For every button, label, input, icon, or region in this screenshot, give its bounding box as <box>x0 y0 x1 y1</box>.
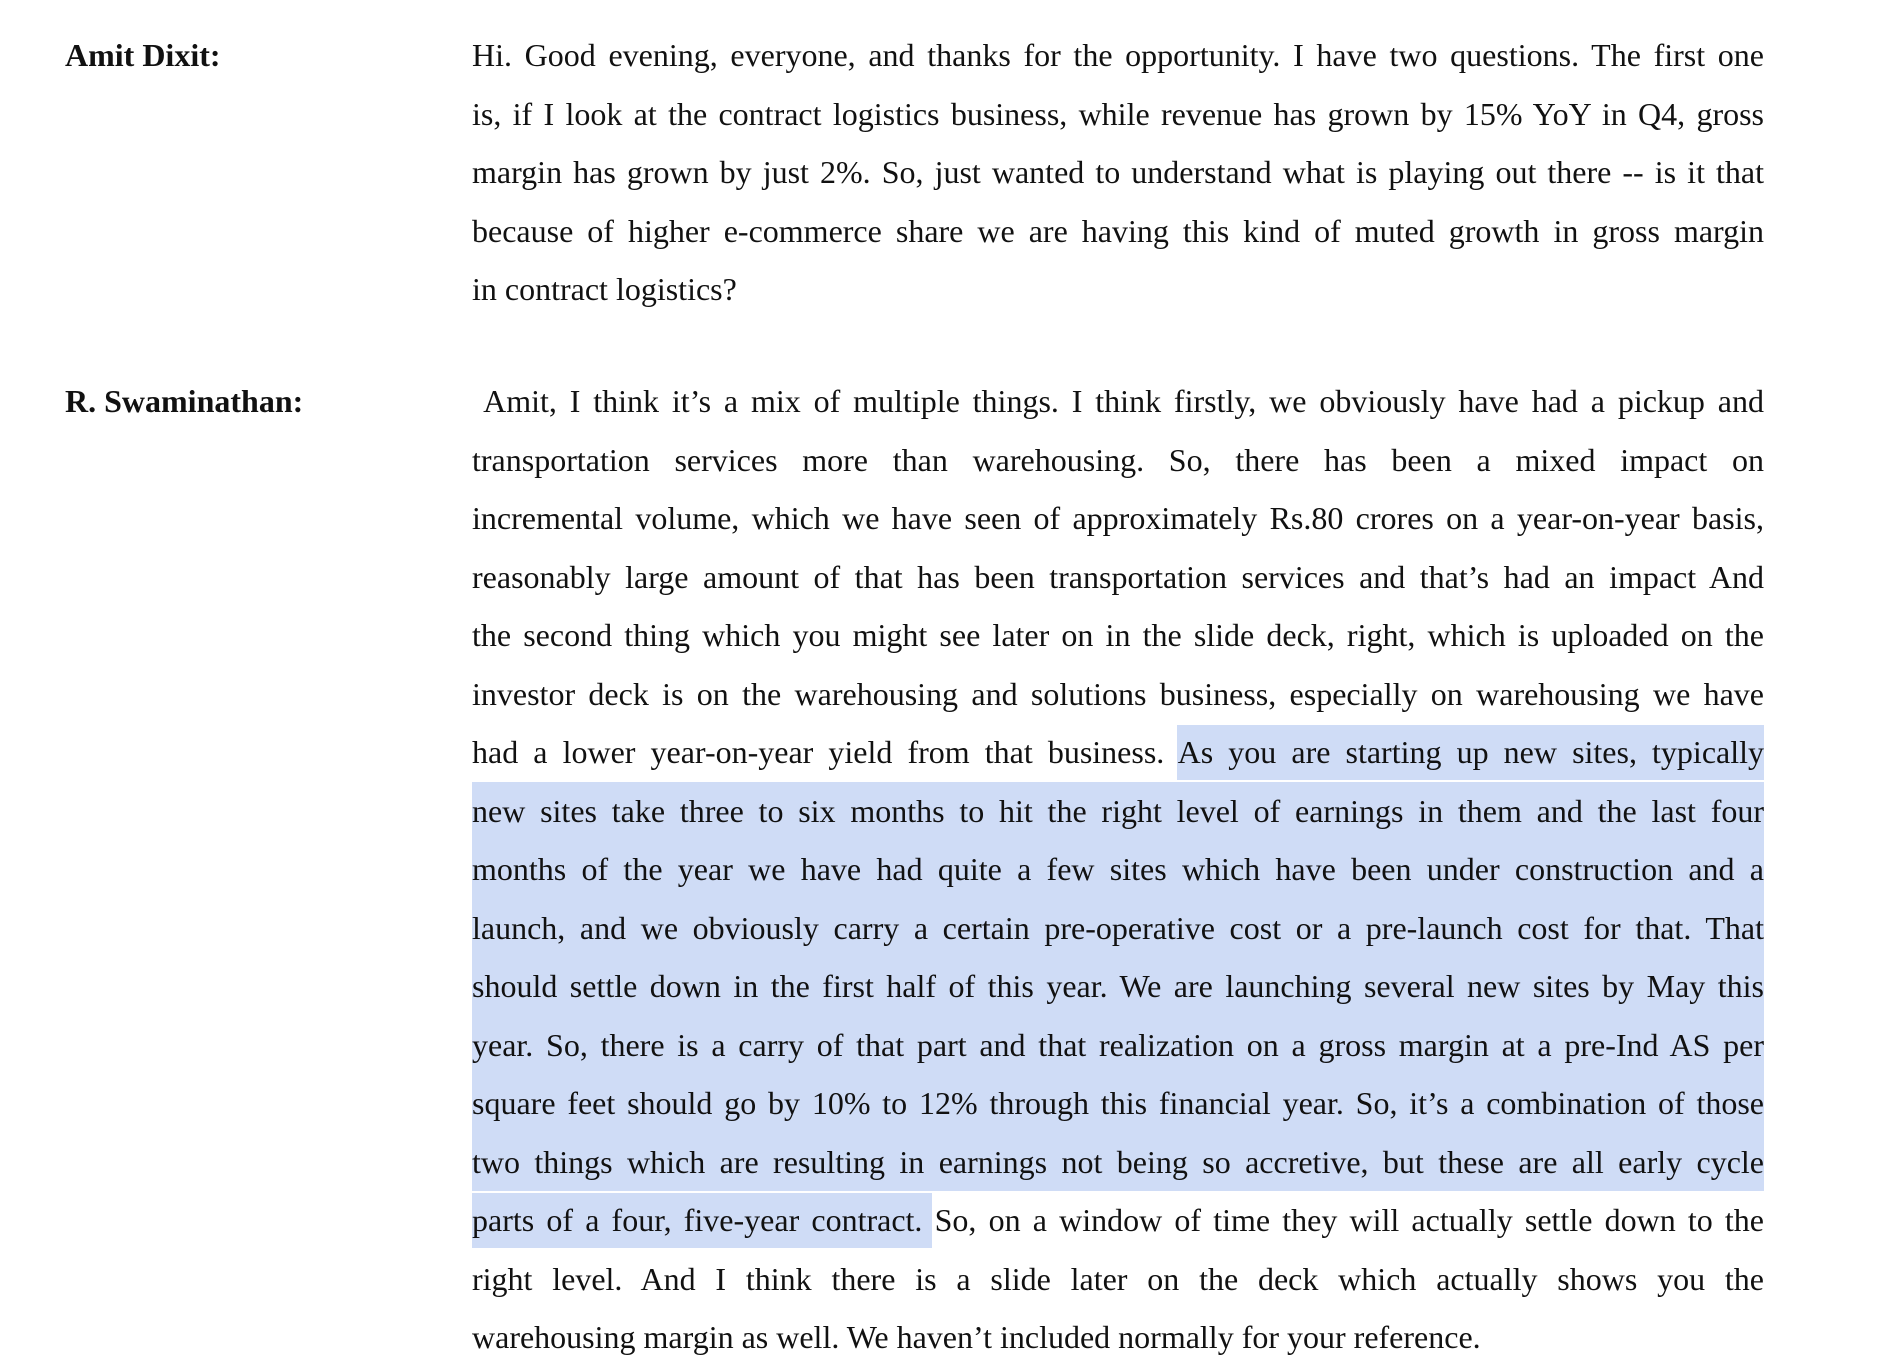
highlighted-text-line[interactable]: months of the year we have had quite a few sites which have been under construction and a <box>472 840 1764 899</box>
text-line: the second thing which you might see later on in the slide deck, right, which is uploaded on the <box>472 617 1764 653</box>
text-line: in contract logistics? <box>472 271 737 307</box>
text-line: Hi. Good evening, everyone, and thanks for the opportunity. I have two questions. The first one <box>472 37 1764 73</box>
text-line: right level. And I think there is a slide later on the deck which actually shows you the <box>472 1260 1764 1297</box>
text-line: reasonably large amount of that has been transportation services and that’s had an impact And <box>472 558 1764 595</box>
text-line: investor deck is on the warehousing and solutions business, especially on warehousing we have <box>472 675 1764 712</box>
text-line: margin has grown by just 2%. So, just wanted to understand what is playing out there -- is it that <box>472 154 1764 190</box>
speaker-name: R. Swaminathan: <box>65 383 304 419</box>
speaker-name: Amit Dixit: <box>65 37 221 73</box>
text-segment: So, on a window of time they will actually settle down to the <box>922 1202 1765 1238</box>
highlighted-text-segment[interactable]: parts of a four, five-year contract. <box>472 1202 923 1238</box>
text-segment: had a lower year-on-year yield from that business. <box>472 734 1178 770</box>
highlighted-text-line[interactable]: new sites take three to six months to hit the right level of earnings in them and the last four <box>472 782 1764 841</box>
highlighted-text-line[interactable]: should settle down in the first half of this year. We are launching several new sites by May this <box>472 957 1764 1016</box>
highlighted-text-line[interactable]: two things which are resulting in earnings not being so accretive, but these are all early cycle <box>472 1133 1764 1192</box>
text-line: Amit, I think it’s a mix of multiple things. I think firstly, we obviously have had a pickup and <box>472 383 1764 419</box>
speech-text <box>472 372 1764 1367</box>
highlighted-text-line[interactable]: square feet should go by 10% to 12% through this financial year. So, it’s a combination of those <box>472 1074 1764 1133</box>
text-line: is, if I look at the contract logistics business, while revenue has grown by 15% YoY in Q4, gross <box>472 95 1764 132</box>
text-line: incremental volume, which we have seen of approximately Rs.80 crores on a year-on-year basis, <box>472 500 1764 536</box>
highlighted-text-line[interactable]: year. So, there is a carry of that part and that realization on a gross margin at a pre-Ind AS per <box>472 1016 1764 1075</box>
text-line: warehousing margin as well. We haven’t included normally for your reference. <box>472 1319 1481 1355</box>
text-line-partial-highlight <box>472 1191 1764 1250</box>
highlighted-text-segment[interactable]: As you are starting up new sites, typically <box>1177 734 1765 770</box>
highlighted-text-line[interactable]: launch, and we obviously carry a certain pre-operative cost or a pre-launch cost for that. That <box>472 899 1764 958</box>
speech-text <box>472 26 1764 319</box>
text-line: transportation services more than warehousing. So, there has been a mixed impact on <box>472 441 1764 478</box>
text-line: because of higher e-commerce share we are having this kind of muted growth in gross margin <box>472 212 1764 249</box>
text-line-partial-highlight <box>472 723 1764 782</box>
